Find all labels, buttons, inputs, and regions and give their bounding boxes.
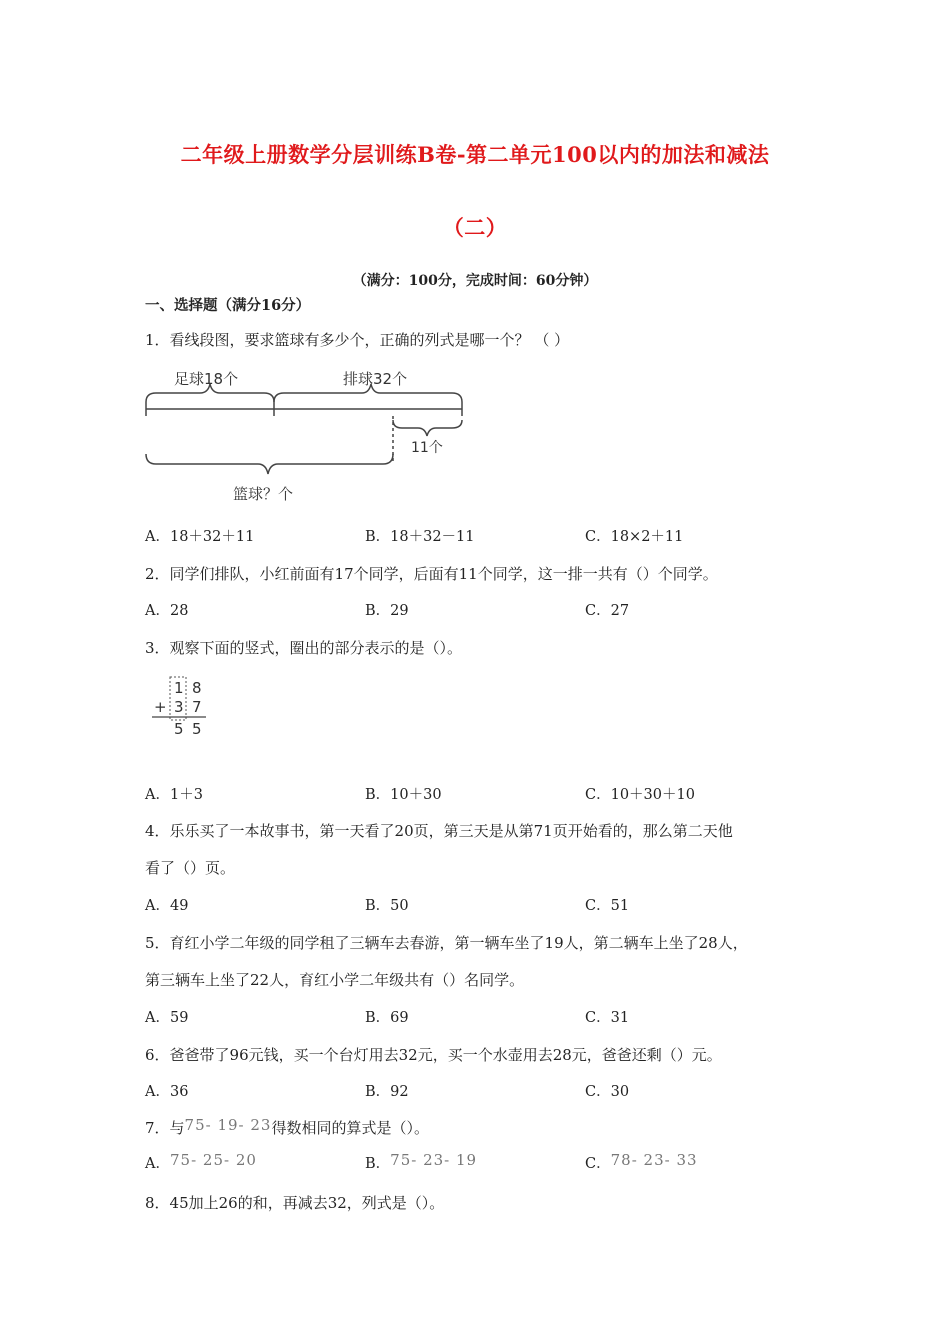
question-7-suffix: 得数相同的算式是（）。 [271, 1119, 429, 1137]
digit: 5 [192, 720, 202, 738]
digit: 8 [192, 679, 202, 697]
q6-option-c: C．30 [585, 1084, 630, 1100]
q2-option-c: C．27 [585, 603, 630, 619]
question-6: 6．爸爸带了96元钱，买一个台灯用去32元，买一个水壶用去28元，爸爸还剩（）元。 [145, 1046, 722, 1064]
digit: 5 [174, 720, 184, 738]
diff-brace [393, 420, 462, 436]
question-7 [145, 1118, 429, 1138]
q7-option-a-expression: 75- 25- 20 [169, 1151, 257, 1169]
question-4-line1: 4．乐乐买了一本故事书，第一天看了20页，第三天是从第71页开始看的，那么第二天他 [145, 822, 733, 840]
q2-option-b: B．29 [365, 603, 409, 619]
q1-option-b: B．18＋32－11 [365, 529, 475, 545]
digit: 1 [174, 679, 184, 697]
question-5-line2: 第三辆车上坐了22人，育红小学二年级共有（）名同学。 [145, 971, 525, 989]
q4-option-c: C．51 [585, 898, 630, 914]
digit: 3 [174, 698, 184, 716]
q5-option-a: A．59 [145, 1010, 189, 1026]
q3-option-c: C．10＋30＋10 [585, 787, 695, 803]
q7-option-b-expression: 75- 23- 19 [390, 1151, 478, 1169]
basketball-label: 篮球？个 [233, 485, 294, 502]
question-7-expression: 75- 19- 23 [184, 1116, 272, 1134]
q7-option-a [145, 1153, 257, 1174]
volleyball-label: 排球32个 [343, 370, 408, 388]
q3-option-a: A．1＋3 [145, 787, 203, 803]
basketball-brace [146, 454, 393, 474]
q5-option-b: B．69 [365, 1010, 409, 1026]
q2-option-a: A．28 [145, 603, 189, 619]
q7-option-b [365, 1153, 477, 1174]
q7-option-c-label: C． [585, 1156, 611, 1172]
page-title-part: （二） [442, 215, 508, 240]
question-4-line2: 看了（）页。 [145, 859, 236, 877]
q4-option-b: B．50 [365, 898, 409, 914]
question-3: 3．观察下面的竖式，圈出的部分表示的是（）。 [145, 639, 463, 657]
digit: 7 [192, 698, 202, 716]
question-7-prefix: 7．与 [145, 1119, 185, 1137]
page-title: 二年级上册数学分层训练B卷-第二单元100以内的加法和减法 [180, 142, 770, 167]
q6-option-b: B．92 [365, 1084, 409, 1100]
q7-option-b-label: B． [365, 1156, 391, 1172]
q4-option-a: A．49 [145, 898, 189, 914]
plus-sign: + [154, 698, 167, 716]
q1-option-a: A．18＋32＋11 [145, 529, 255, 545]
q7-option-a-label: A． [145, 1156, 170, 1172]
q7-option-c-expression: 78- 23- 33 [610, 1151, 698, 1169]
line-segment-diagram [140, 362, 470, 502]
q7-option-c [585, 1153, 698, 1174]
section-heading: 一、选择题（满分16分） [145, 297, 311, 314]
football-label: 足球18个 [174, 370, 239, 388]
question-2: 2．同学们排队，小红前面有17个同学，后面有11个同学，这一排一共有（）个同学。 [145, 565, 718, 583]
question-5-line1: 5．育红小学二年级的同学租了三辆车去春游，第一辆车坐了19人，第二辆车上坐了28人， [145, 934, 748, 952]
vertical-addition-diagram [148, 674, 228, 744]
exam-meta: （满分：100分，完成时间：60分钟） [352, 273, 598, 289]
q5-option-c: C．31 [585, 1010, 630, 1026]
question-1: 1．看线段图，要求篮球有多少个，正确的列式是哪一个？ （ ） [145, 331, 570, 349]
diff-label: 11个 [411, 440, 443, 456]
question-8: 8．45加上26的和，再减去32，列式是（）。 [145, 1194, 445, 1212]
q3-option-b: B．10＋30 [365, 787, 442, 803]
q6-option-a: A．36 [145, 1084, 189, 1100]
q1-option-c: C．18×2＋11 [585, 529, 684, 545]
